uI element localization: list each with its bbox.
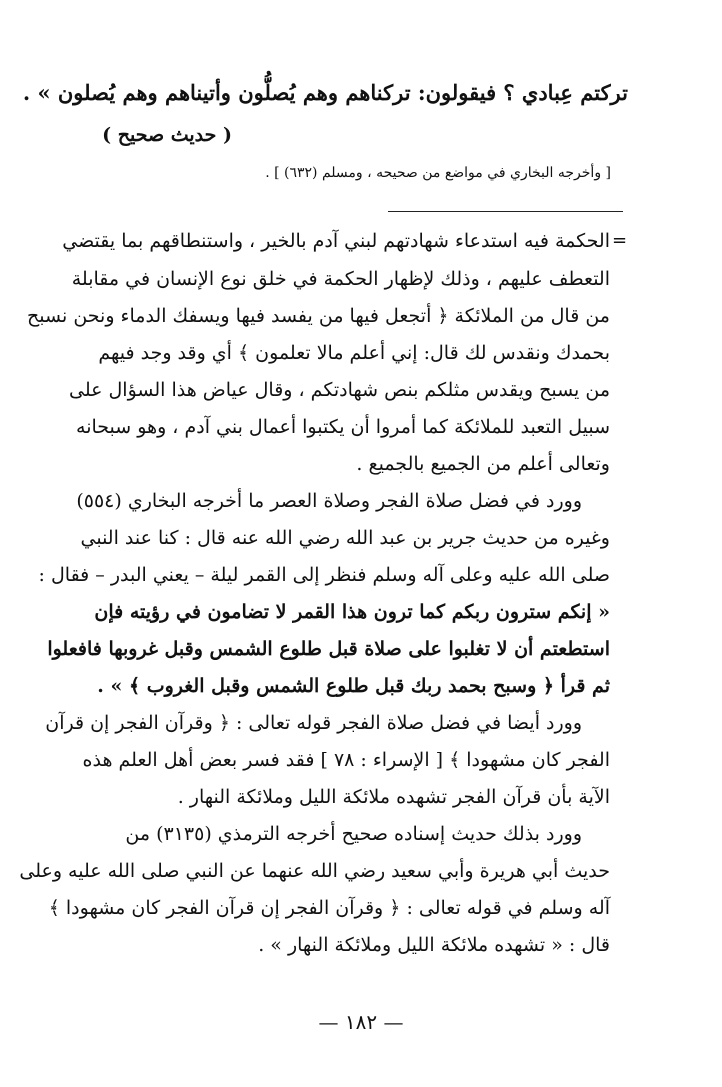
paragraph-line: حديث أبي هريرة وأبي سعيد رضي الله عنهما عن النبي صلى الله عليه وعلى <box>19 860 610 882</box>
hadith-reference: [ وأخرجه البخاري في مواضع من صحيحه ، ومسلم (٦٣٢) ] . <box>265 165 611 181</box>
paragraph-line: وغيره من حديث جرير بن عبد الله رضي الله عنه قال : كنا عند النبي <box>80 527 610 549</box>
footnote-line: الحكمة فيه استدعاء شهادتهم لبني آدم بالخير ، واستنطاقهم بما يقتضي <box>62 230 610 252</box>
page-number: — ١٨٢ — <box>318 1010 404 1034</box>
hadith-quote-line: ثم قرأ ﴿ وسبح بحمد ربك قبل طلوع الشمس وقبل الغروب ﴾ » . <box>97 675 610 697</box>
footnote-continuation-mark: = <box>612 230 628 251</box>
footnote-line: من قال من الملائكة ﴿ أتجعل فيها من يفسد فيها ويسفك الدماء ونحن نسبح <box>27 305 610 327</box>
paragraph-line: آله وسلم في قوله تعالى : ﴿ وقرآن الفجر إن قرآن الفجر كان مشهودا ﴾ <box>48 897 610 919</box>
footnote-line: بحمدك ونقدس لك قال: إني أعلم مالا تعلمون ﴾ أي وقد وجد فيهم <box>98 342 610 364</box>
hadith-grade: ( حديث صحيح ) <box>102 124 232 146</box>
paragraph-line: صلى الله عليه وعلى آله وسلم فنظر إلى القمر ليلة – يعني البدر – فقال : <box>38 564 610 586</box>
hadith-text-line: تركتم عِبادي ؟ فيقولون: تركناهم وهم يُصلُّون وأتيناهم وهم يُصلون » . <box>22 80 628 105</box>
paragraph-line: قال : « تشهده ملائكة الليل وملائكة النهار » . <box>258 934 610 956</box>
footnote-line: سبيل التعبد للملائكة كما أمروا أن يكتبوا أعمال بني آدم ، وهو سبحانه <box>76 416 610 438</box>
paragraph-line: وورد في فضل صلاة الفجر وصلاة العصر ما أخرجه البخاري (٥٥٤) <box>76 490 582 512</box>
paragraph-line: الفجر كان مشهودا ﴾ [ الإسراء : ٧٨ ] فقد فسر بعض أهل العلم هذه <box>82 749 610 771</box>
footnote-separator <box>388 211 623 212</box>
hadith-quote-line: « إنكم سترون ربكم كما ترون هذا القمر لا تضامون في رؤيته فإن <box>94 601 610 623</box>
paragraph-line: وورد بذلك حديث إسناده صحيح أخرجه الترمذي (٣١٣٥) من <box>125 823 582 845</box>
paragraph-line: وورد أيضا في فضل صلاة الفجر قوله تعالى : ﴿ وقرآن الفجر إن قرآن <box>45 712 582 734</box>
footnote-line: التعطف عليهم ، وذلك لإظهار الحكمة في خلق نوع الإنسان في مقابلة <box>71 268 610 290</box>
hadith-quote-line: استطعتم أن لا تغلبوا على صلاة قبل طلوع الشمس وقبل غروبها فافعلوا <box>47 638 610 660</box>
footnote-line: وتعالى أعلم من الجميع بالجميع . <box>356 453 610 475</box>
paragraph-line: الآية بأن قرآن الفجر تشهده ملائكة الليل وملائكة النهار . <box>177 786 610 808</box>
footnote-line: من يسبح ويقدس مثلكم بنص شهادتكم ، وقال عياض هذا السؤال على <box>68 379 610 401</box>
